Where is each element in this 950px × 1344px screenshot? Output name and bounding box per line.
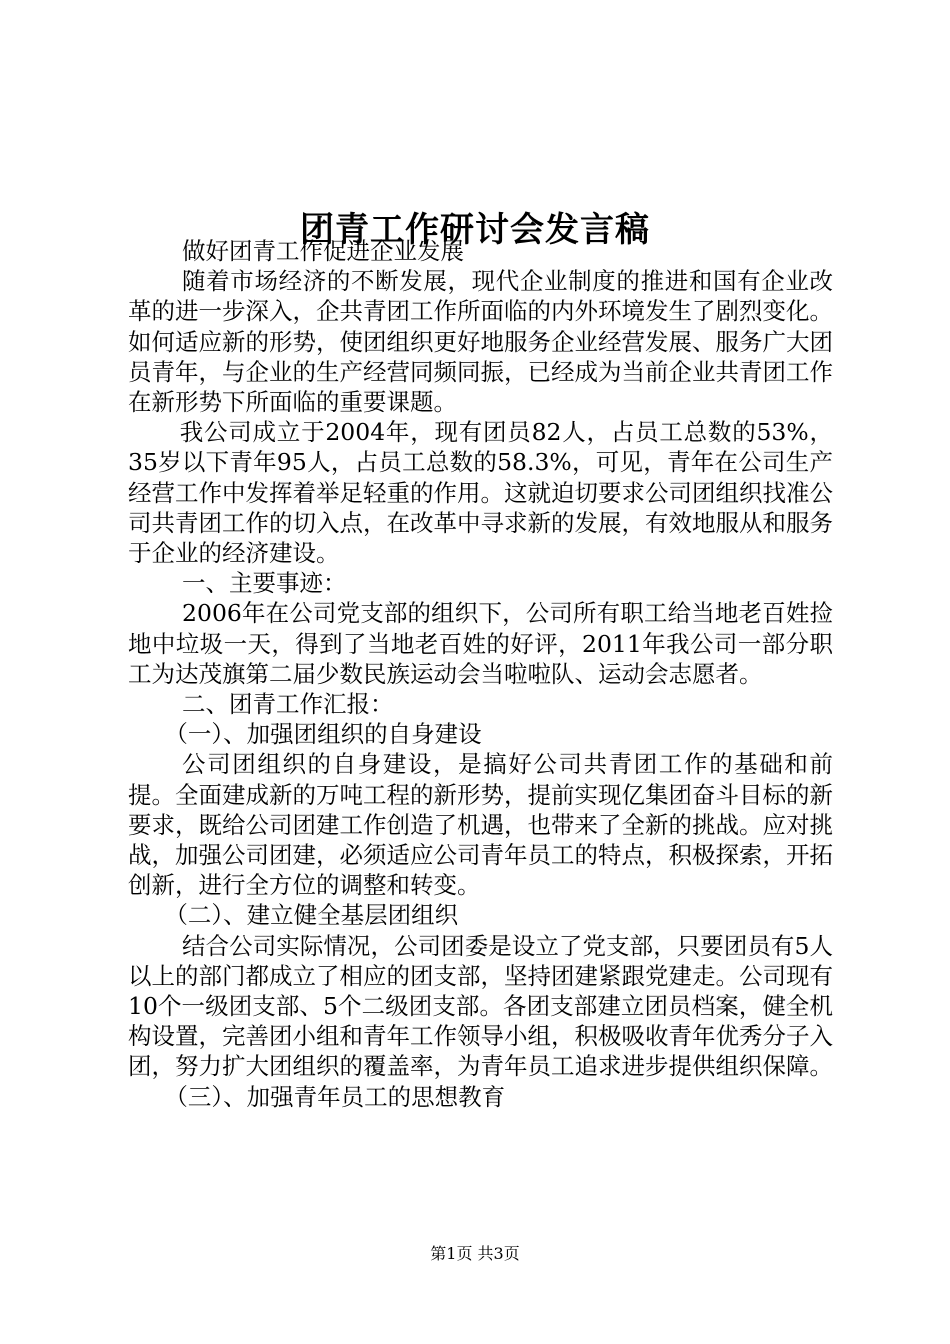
- subsection-heading: （三）、加强青年员工的思想教育: [164, 1082, 506, 1111]
- subtitle-paragraph: 做好团青工作促进企业发展: [182, 237, 465, 265]
- subsection-heading: （一）、加强团组织的自身建设: [164, 720, 482, 749]
- section-heading: 一、主要事迹：: [182, 569, 347, 598]
- body-paragraph: 2006年在公司党支部的组织下，公司所有职工给当地老百姓捡地中垃圾一天，得到了当地老百姓的好评，2011年我公司一部分职工为达茂旗第二届少数民族运动会当啦啦队、运动会志愿者。: [128, 599, 833, 688]
- body-paragraph: 结合公司实际情况，公司团委是设立了党支部，只要团员有5人以上的部门都成立了相应的团支部，坚持团建紧跟党建走。公司现有10个一级团支部、5个二级团支部。各团支部建立团员档案，健全机构设置，完善团小组和青年工作领导小组，积极吸收青年优秀分子入团，努力扩大团组织的覆盖率，为青年员工追求进步提供组织保障。: [128, 931, 833, 1081]
- section-heading: 二、团青工作汇报：: [182, 690, 394, 719]
- page-footer: 第1页 共3页: [430, 1244, 520, 1263]
- body-paragraph: 我公司成立于2004年，现有团员82人，占员工总数的53%，35岁以下青年95人，占员工总数的58.3%，可见，青年在公司生产经营工作中发挥着举足轻重的作用。这就迫切要求公司团组织找准公司共青团工作的切入点，在改革中寻求新的发展，有效地服从和服务于企业的经济建设。: [128, 418, 833, 568]
- body-paragraph: 随着市场经济的不断发展，现代企业制度的推进和国有企业改革的进一步深入，企共青团工作所面临的内外环境发生了剧烈变化。如何适应新的形势，使团组织更好地服务企业经营发展、服务广大团员青年，与企业的生产经营同频同振，已经成为当前企业共青团工作在新形势下所面临的重要课题。: [128, 267, 833, 417]
- body-paragraph: 公司团组织的自身建设，是搞好公司共青团工作的基础和前提。全面建成新的万吨工程的新形势，提前实现亿集团奋斗目标的新要求，既给公司团建工作创造了机遇，也带来了全新的挑战。应对挑战，加强公司团建，必须适应公司青年员工的特点，积极探索，开拓创新，进行全方位的调整和转变。: [128, 750, 833, 900]
- document-title: 团青工作研讨会发言稿: [300, 209, 650, 250]
- subsection-heading: （二）、建立健全基层团组织: [164, 901, 459, 930]
- document-body: [128, 236, 833, 1112]
